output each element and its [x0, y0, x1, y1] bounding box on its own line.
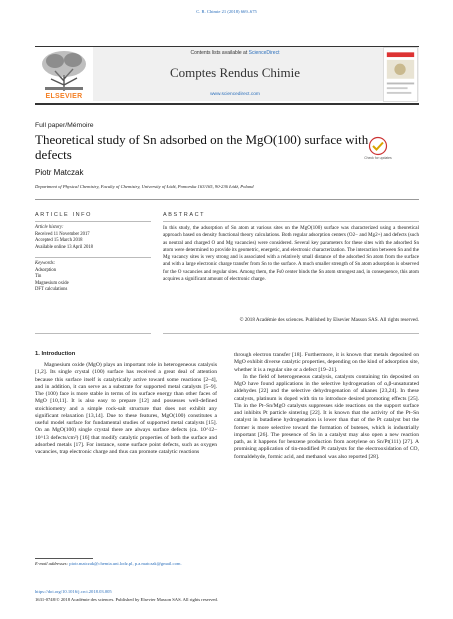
- keywords-block: [35, 261, 151, 294]
- abstract-copyright: © 2018 Académie des sciences. Published by Elsevier Masson SAS. All rights reserved.: [239, 317, 419, 323]
- article-type: Full paper/Mémoire: [35, 122, 94, 129]
- keyword-item: DFT calculations: [35, 287, 68, 293]
- check-for-updates-icon[interactable]: [364, 136, 392, 164]
- history-received: Received 11 November 2017: [35, 231, 90, 237]
- body-paragraph: In the field of heterogeneous catalysis, catalysts containing tin deposited on MgO have found applications in the selective hydrogenation of α,β-unsaturated aldehydes [22] and the selective dehydrogenation of alkanes [23,24]. In these catalysts, platinum is doped with tin to introduce desired promoting effects [25]. Tin in the Pt–Sn/MgO catalysts suppresses side reactions on the support surface and inhibits Pt particle sintering [22]. It is known that the activity of the Pt–Sn catalyst in butadiene hydrogenation is lower than that of the Pt catalyst but the former is more selective toward the formation of butenes, which is industrially important [26]. The presence of Sn in a catalyst may also open a new reaction path, as it happens for benzene production from acetylene on Sn/Pt(111) [27]. A promising application of tin-modified Pt catalysts for the electrooxidation of CO, formaldehyde, formic acid, and methanol was also reported [28].: [234, 373, 419, 460]
- keywords-label: Keywords:: [35, 261, 56, 266]
- affiliation-divider: [35, 199, 419, 200]
- article-info-heading: ARTICLE INFO: [35, 212, 92, 218]
- elsevier-wordmark: ELSEVIER: [45, 93, 83, 100]
- journal-cover-thumbnail-icon[interactable]: [383, 47, 418, 102]
- history-online: Available online 13 April 2018: [35, 244, 93, 250]
- article-title: Theoretical study of Sn adsorbed on the MgO(100) surface with defects: [35, 132, 369, 162]
- contents-prefix: Contents lists available at: [190, 50, 249, 56]
- author-emails: [35, 561, 217, 567]
- history-label: Article history:: [35, 225, 64, 230]
- doi-link[interactable]: https://doi.org/10.1016/j.crci.2018.03.005: [35, 589, 112, 594]
- abstract-heading: ABSTRACT: [163, 212, 206, 218]
- journal-title: Comptes Rendus Chimie: [170, 65, 300, 80]
- check-updates-label: Check for updates: [364, 156, 392, 160]
- keywords-rule: [35, 257, 151, 258]
- issn-copyright-line: 1631-0748/© 2018 Académie des sciences. Published by Elsevier Masson SAS. All rights reserved.: [35, 597, 219, 602]
- article-info-bottom-rule: [35, 333, 151, 334]
- email-label: E-mail addresses:: [35, 561, 69, 566]
- body-paragraph: Magnesium oxide (MgO) plays an important role in heterogeneous catalysis [1,2]. Its single crystal (100) surface has received a great deal of attention because this surface itself is catalytically active toward some reactions [2–4], and in addition, it can serve as a substrate for supported metal catalysts [5–9]. The (100) face is more stable in terms of its surface energy than other faces of MgO [10,11]. It is also easy to prepare [12] and possesses well-defined stoichiometry and a simple rock-salt structure that does not exhibit any significant relaxation [13,14]. Due to these features, MgO(100) constitutes a useful model surface for fundamental studies of supported metal catalysts [15]. On an MgO(100) single crystal there are always surface defects (ca. 10^12–10^13 defects/cm²) [16] that modify catalytic properties of both the surface and adsorbed metals [17]. For instance, some surface point defects, such as oxygen vacancies, trap electronic charge and thus can promote catalytic reactions: [35, 362, 217, 455]
- author-affiliation: Department of Physical Chemistry, Faculty of Chemistry, University of Łódź, Pomorska 163/165, 90-236 Łódź, Poland: [35, 184, 254, 189]
- contents-availability: [100, 50, 370, 56]
- body-paragraph: through electron transfer [18]. Furthermore, it is known that metals deposited on MgO exhibit diverse catalytic properties, depending on the kind of adsorption site, whether it is a regular site or a defect [19–21].: [234, 352, 419, 373]
- journal-url-link[interactable]: www.sciencedirect.com: [210, 92, 260, 97]
- section-heading-introduction: 1. Introduction: [35, 351, 76, 357]
- abstract-text: In this study, the adsorption of Sn atom at various sites on the MgO(100) surface was characterized using a theoretical approach based on density functional theory calculations. Both regular adsorption centers (O2− and Mg2+) and defects (such as neutral and charged O and Mg vacancies) were considered. Several key parameters for these sites with the adsorbed Sn atom were determined to provide its geometric, energetic, and electronic characterization. The interaction between Sn and the Mg vacancy sites is very strong and is associated with a relatively small distance of the adsorbed Sn atom from the surface and with a large electronic charge transfer from Sn to the surface. A much smaller strength of Sn atom adsorption is observed for the O vacancies and regular sites. Among them, the Fs0 center binds the Sn atom strongest and, in consequence, this atom acquires a significant amount of electronic charge.: [163, 225, 419, 282]
- author-name[interactable]: Piotr Matczak: [35, 168, 84, 177]
- sciencedirect-link[interactable]: ScienceDirect: [248, 50, 280, 56]
- email-links[interactable]: piotr.matczak@chemia.uni.lodz.pl, p.a.matczak@gmail.com.: [69, 561, 182, 566]
- body-column-left: [35, 362, 217, 456]
- keyword-item: Tin: [35, 274, 42, 280]
- abstract-bottom-rule: [163, 333, 419, 334]
- article-history: [35, 225, 151, 251]
- journal-citation[interactable]: C. R. Chimie 21 (2018) 669–675: [196, 9, 257, 14]
- article-info-rule: [35, 221, 151, 222]
- keyword-item: Adsorption: [35, 267, 57, 273]
- body-column-right: [234, 352, 419, 461]
- abstract-rule: [163, 221, 419, 222]
- history-accepted: Accepted 15 March 2018: [35, 238, 83, 244]
- header-bottom-rule: [35, 103, 419, 105]
- keyword-item: Magnesium oxide: [35, 280, 69, 286]
- footnote-rule: [35, 558, 93, 559]
